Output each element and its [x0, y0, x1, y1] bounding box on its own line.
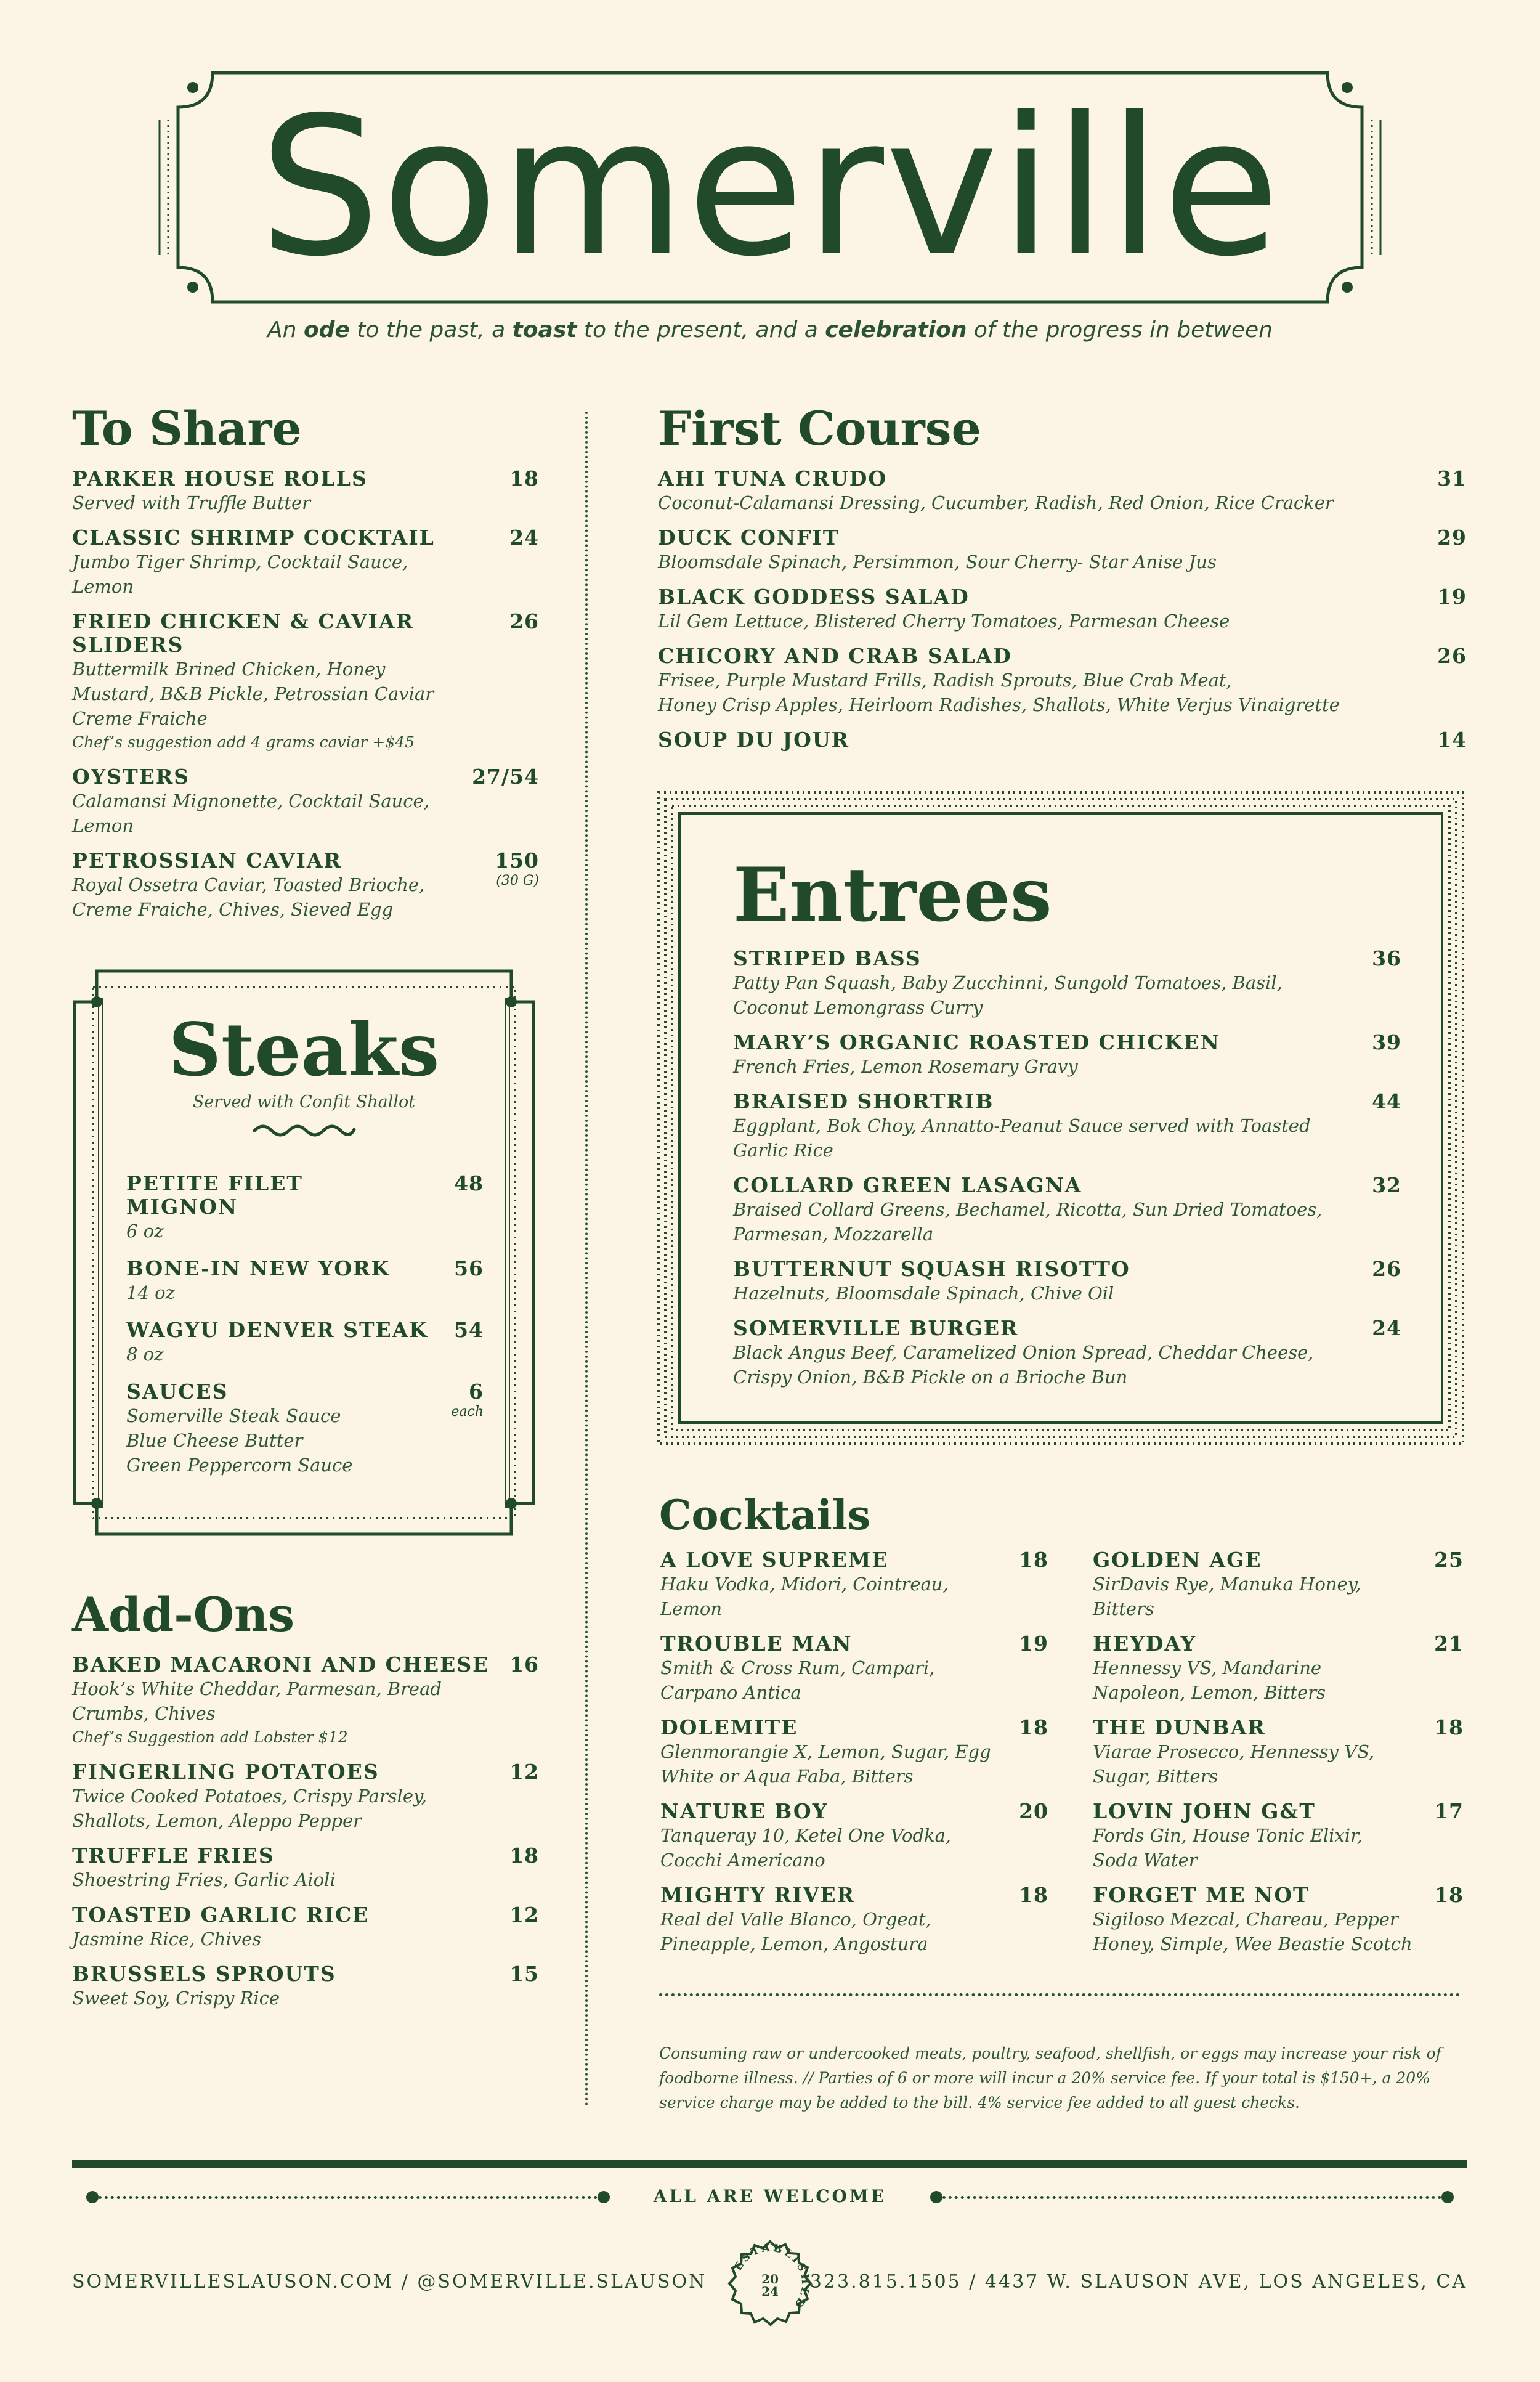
section-title: Entrees: [733, 852, 1052, 938]
first-course-section: [658, 401, 1467, 763]
item-desc: Buttermilk Brined Chicken, Honey Mustard, B&B Pickle, Petrossian Caviar Creme Fraiche: [72, 659, 434, 729]
item-price: 6: [469, 1380, 484, 1404]
item-desc: Eggplant, Bok Choy, Annatto-Peanut Sauce served with Toasted Garlic Rice: [733, 1115, 1311, 1161]
section-title: Cocktails: [659, 1491, 871, 1539]
item-name: LOVIN JOHN G&T: [1093, 1799, 1316, 1823]
menu-item: [1093, 1548, 1464, 1621]
item-price: 18: [1019, 1883, 1048, 1907]
item-name: CHICORY AND CRAB SALAD: [658, 644, 1012, 668]
item-desc: Calamansi Mignonette, Cocktail Sauce, Lemon: [72, 791, 429, 836]
item-price: 54: [454, 1318, 484, 1342]
item-price: 17: [1434, 1799, 1464, 1823]
item-price: 24: [509, 526, 539, 550]
item-name: PETITE FILET MIGNON: [126, 1171, 303, 1219]
item-price: 25: [1434, 1548, 1464, 1572]
item-name: BRAISED SHORTRIB: [733, 1089, 994, 1113]
menu-item: [72, 1903, 539, 1951]
item-name: MARY’S ORGANIC ROASTED CHICKEN: [733, 1030, 1220, 1054]
steaks-list: [126, 1172, 484, 1489]
menu-item: [1093, 1800, 1464, 1872]
menu-item: [126, 1380, 484, 1478]
dotted-rule: [659, 1993, 1460, 1996]
item-name: NATURE BOY: [660, 1799, 829, 1823]
menu-item: [72, 1844, 539, 1892]
item-desc: Sigiloso Mezcal, Chareau, Pepper Honey, Simple, Wee Beastie Scotch: [1093, 1909, 1412, 1954]
item-price: 32: [1372, 1173, 1401, 1197]
item-note: Chef’s Suggestion add Lobster $12: [72, 1728, 348, 1746]
item-desc: SirDavis Rye, Manuka Honey, Bitters: [1093, 1574, 1361, 1619]
menu-item: [658, 644, 1467, 717]
item-price: 12: [509, 1760, 539, 1784]
item-name: PARKER HOUSE ROLLS: [72, 466, 368, 490]
menu-item: [72, 610, 539, 754]
item-name: WAGYU DENVER STEAK: [126, 1318, 428, 1342]
item-desc: Hazelnuts, Bloomsdale Spinach, Chive Oil: [733, 1283, 1114, 1304]
item-price: 29: [1437, 526, 1467, 550]
item-desc: Smith & Cross Rum, Campari, Carpano Antica: [660, 1657, 935, 1703]
item-name: COLLARD GREEN LASAGNA: [733, 1173, 1082, 1197]
seal-badge-icon: [715, 2228, 825, 2339]
to-share-section: [72, 401, 539, 933]
item-name: BUTTERNUT SQUASH RISOTTO: [733, 1257, 1130, 1281]
item-desc: Tanqueray 10, Ketel One Vodka, Cocchi Americano: [660, 1825, 952, 1871]
item-price: 31: [1437, 466, 1467, 490]
item-price: 18: [509, 466, 539, 490]
item-price: 26: [509, 609, 539, 633]
item-name: DOLEMITE: [660, 1715, 798, 1739]
item-name: OYSTERS: [72, 765, 190, 789]
item-desc: Viarae Prosecco, Hennessy VS, Sugar, Bitters: [1093, 1741, 1375, 1787]
item-desc: 14 oz: [126, 1282, 175, 1303]
item-price: 12: [509, 1903, 539, 1927]
menu-item: [733, 1174, 1401, 1246]
item-name: TOASTED GARLIC RICE: [72, 1903, 370, 1927]
item-desc: Royal Ossetra Caviar, Toasted Brioche, Creme Fraiche, Chives, Sieved Egg: [72, 874, 425, 920]
tagline: An ode to the past, a toast to the present, and a celebration of the progress in between: [267, 317, 1273, 343]
item-name: BLACK GODDESS SALAD: [658, 585, 970, 609]
entrees-section: [733, 852, 1401, 1400]
add-ons-section: [72, 1587, 539, 2022]
item-price: 150: [495, 848, 539, 872]
menu-item: [72, 1962, 539, 2010]
footer-rule: [72, 2160, 1467, 2168]
price-note: each: [451, 1404, 484, 1420]
item-name: AHI TUNA CRUDO: [658, 466, 888, 490]
item-desc: 6 oz: [126, 1221, 164, 1242]
item-desc: Patty Pan Squash, Baby Zucchinni, Sungold Tomatoes, Basil, Coconut Lemongrass Curry: [733, 972, 1283, 1018]
item-desc: Frisee, Purple Mustard Frills, Radish Sprouts, Blue Crab Meat,: [658, 670, 1232, 691]
item-desc: Hook’s White Cheddar, Parmesan, Bread Crumbs, Chives: [72, 1678, 442, 1724]
steaks-header: [72, 1007, 536, 1143]
seal-text: ESTABLISHED: [732, 2242, 812, 2312]
item-name: SOUP DU JOUR: [658, 728, 850, 752]
item-name: TROUBLE MAN: [660, 1632, 853, 1656]
item-name: PETROSSIAN CAVIAR: [72, 848, 342, 872]
menu-item: [660, 1548, 1048, 1621]
item-desc: Jasmine Rice, Chives: [72, 1929, 262, 1949]
seal-year-bottom: 24: [761, 2284, 779, 2299]
item-price: 19: [1019, 1632, 1048, 1656]
item-desc: Coconut-Calamansi Dressing, Cucumber, Radish, Red Onion, Rice Cracker: [658, 492, 1334, 513]
item-desc: 8 oz: [126, 1344, 164, 1365]
item-price: 39: [1372, 1030, 1401, 1054]
section-title: Steaks: [168, 1007, 440, 1092]
seal-year-top: 20: [761, 2272, 779, 2286]
item-desc: Glenmorangie X, Lemon, Sugar, Egg White or Aqua Faba, Bitters: [660, 1741, 991, 1787]
item-desc: Blue Cheese Butter: [126, 1430, 303, 1451]
price-note: (30 G): [496, 873, 539, 888]
item-desc: Sweet Soy, Crispy Rice: [72, 1988, 280, 2009]
menu-item: [126, 1257, 484, 1305]
dotted-rule: [936, 2196, 1448, 2199]
item-name: SAUCES: [126, 1380, 229, 1404]
cocktails-right-column: [1093, 1548, 1464, 1967]
dotted-rule: [92, 2196, 604, 2199]
item-price: 20: [1019, 1799, 1048, 1823]
item-name: TRUFFLE FRIES: [72, 1843, 275, 1868]
item-desc: Shoestring Fries, Garlic Aioli: [72, 1869, 336, 1890]
item-note: Chef’s suggestion add 4 grams caviar +$45: [72, 733, 415, 751]
menu-item: [72, 526, 539, 599]
item-desc: Twice Cooked Potatoes, Crispy Parsley, Shallots, Lemon, Aleppo Pepper: [72, 1786, 427, 1831]
bullet-icon: [86, 2191, 99, 2203]
item-name: BONE-IN NEW YORK: [126, 1256, 391, 1280]
section-subtitle: Served with Confit Shallot: [192, 1092, 416, 1112]
item-price: 21: [1434, 1632, 1464, 1656]
item-price: 14: [1437, 728, 1467, 752]
menu-item: [72, 1760, 539, 1833]
section-title: To Share: [72, 401, 302, 456]
item-desc: Somerville Steak Sauce: [126, 1405, 341, 1426]
item-price: 18: [1019, 1548, 1048, 1572]
item-name: DUCK CONFIT: [658, 526, 840, 550]
item-name: BAKED MACARONI AND CHEESE: [72, 1652, 490, 1677]
item-name: FORGET ME NOT: [1093, 1883, 1310, 1907]
menu-item: [72, 1653, 539, 1749]
menu-item: [1093, 1632, 1464, 1705]
menu-item: [733, 1258, 1401, 1306]
menu-item: [658, 728, 1467, 752]
item-price: 15: [509, 1962, 539, 1986]
menu-item: [660, 1884, 1048, 1956]
bullet-icon: [598, 2191, 610, 2203]
item-desc: Green Peppercorn Sauce: [126, 1455, 353, 1476]
item-price: 19: [1437, 585, 1467, 609]
cocktails-left-column: [660, 1548, 1048, 1967]
menu-item: [126, 1172, 484, 1243]
menu-item: [658, 467, 1467, 515]
item-desc: Haku Vodka, Midori, Cointreau, Lemon: [660, 1574, 949, 1619]
item-name: SOMERVILLE BURGER: [733, 1316, 1019, 1340]
item-name: STRIPED BASS: [733, 946, 922, 970]
item-desc: Bloomsdale Spinach, Persimmon, Sour Cherry- Star Anise Jus: [658, 551, 1217, 572]
item-price: 16: [509, 1652, 539, 1677]
item-desc: French Fries, Lemon Rosemary Gravy: [733, 1056, 1078, 1077]
menu-item: [72, 765, 539, 838]
bullet-icon: [1441, 2191, 1454, 2203]
menu-item: [733, 1090, 1401, 1163]
item-name: MIGHTY RIVER: [660, 1883, 855, 1907]
contact-info[interactable]: 323.815.1505 / 4437 W. SLAUSON AVE, LOS ANGELES, CA: [809, 2271, 1467, 2293]
item-price: 18: [1434, 1883, 1464, 1907]
item-name: GOLDEN AGE: [1093, 1548, 1262, 1572]
item-price: 56: [454, 1256, 484, 1280]
menu-item: [658, 585, 1467, 633]
menu-item: [72, 849, 539, 922]
menu-item: [660, 1716, 1048, 1789]
item-desc: Lil Gem Lettuce, Blistered Cherry Tomatoes, Parmesan Cheese: [658, 611, 1230, 632]
menu-item: [1093, 1716, 1464, 1789]
item-name: FINGERLING POTATOES: [72, 1760, 379, 1784]
item-name: FRIED CHICKEN & CAVIAR SLIDERS: [72, 609, 415, 657]
item-name: A LOVE SUPREME: [660, 1548, 889, 1572]
menu-item: [72, 467, 539, 515]
website-social[interactable]: SOMERVILLESLAUSON.COM / @SOMERVILLE.SLAUSON: [72, 2271, 707, 2293]
menu-item: [660, 1632, 1048, 1705]
item-price: 18: [1019, 1715, 1048, 1739]
item-price: 26: [1437, 644, 1467, 668]
item-price: 27/54: [472, 765, 539, 789]
menu-item: [658, 526, 1467, 574]
established-seal: [715, 2228, 825, 2339]
item-price: 36: [1372, 946, 1401, 970]
item-name: HEYDAY: [1093, 1632, 1197, 1656]
item-name: CLASSIC SHRIMP COCKTAIL: [72, 526, 435, 550]
item-price: 18: [509, 1843, 539, 1868]
wave-divider-icon: [252, 1120, 357, 1140]
column-divider: [585, 412, 588, 2107]
item-name: THE DUNBAR: [1093, 1715, 1266, 1739]
item-desc: Jumbo Tiger Shrimp, Cocktail Sauce, Lemon: [72, 551, 408, 597]
item-desc: Fords Gin, House Tonic Elixir, Soda Water: [1093, 1825, 1363, 1871]
section-title: Add-Ons: [72, 1587, 295, 1642]
item-name: BRUSSELS SPROUTS: [72, 1962, 336, 1986]
brand-logo: Somerville: [259, 76, 1281, 299]
item-desc: Black Angus Beef, Caramelized Onion Spread, Cheddar Cheese, Crispy Onion, B&B Pickle on a Brioche Bun: [733, 1342, 1314, 1388]
menu-item: [733, 1317, 1401, 1389]
menu-item: [1093, 1884, 1464, 1956]
item-price: 18: [1434, 1715, 1464, 1739]
item-price: 24: [1372, 1316, 1401, 1340]
disclaimer: Consuming raw or undercooked meats, poultry, seafood, shellfish, or eggs may increase your risk of foodborne illness. // Parties of 6 or more will incur a 20% service fee. If your total is $150+, a 20% service charge may be added to the bill. 4% service fee added to all guest checks.: [659, 2044, 1441, 2112]
bullet-icon: [930, 2191, 942, 2203]
item-desc: Real del Valle Blanco, Orgeat, Pineapple, Lemon, Angostura: [660, 1909, 931, 1954]
item-price: 44: [1372, 1089, 1401, 1113]
item-price: 48: [454, 1171, 484, 1195]
menu-item: [126, 1319, 484, 1367]
menu-item: [660, 1800, 1048, 1872]
menu-item: [733, 947, 1401, 1020]
item-desc: Served with Truffle Butter: [72, 492, 311, 513]
item-desc: Braised Collard Greens, Bechamel, Ricotta, Sun Dried Tomatoes, Parmesan, Mozzarella: [733, 1199, 1323, 1245]
item-price: 26: [1372, 1257, 1401, 1281]
item-desc: Hennessy VS, Mandarine Napoleon, Lemon, Bitters: [1093, 1657, 1326, 1703]
section-title: First Course: [658, 401, 981, 456]
menu-item: [733, 1031, 1401, 1079]
welcome-text: ALL ARE WELCOME: [653, 2186, 887, 2206]
item-desc: Honey Crisp Apples, Heirloom Radishes, Shallots, White Verjus Vinaigrette: [658, 694, 1340, 715]
